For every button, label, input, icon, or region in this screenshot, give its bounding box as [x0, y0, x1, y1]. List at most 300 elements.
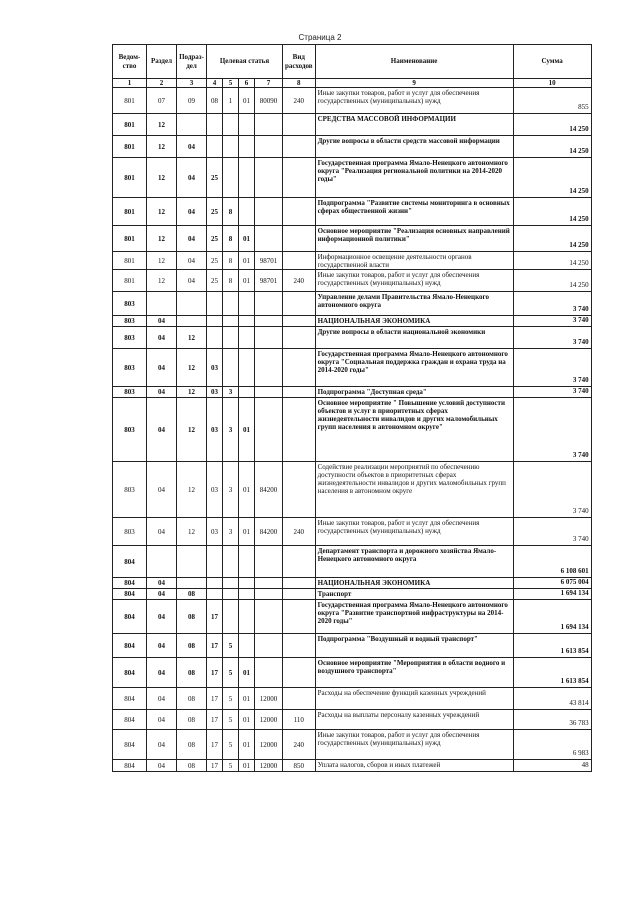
cell-direction: 12000: [255, 730, 283, 760]
table-body: [113, 88, 592, 772]
col-number: 5: [223, 79, 239, 88]
cell-podrazdel: 04: [177, 226, 207, 252]
cell-ved: 803: [113, 518, 147, 546]
cell-program: 17: [207, 760, 223, 772]
cell-vid: [283, 136, 316, 158]
cell-razdel: 12: [147, 158, 177, 198]
cell-vid: 110: [283, 710, 316, 730]
cell-name: Департамент транспорта и дорожного хозяйства Ямало-Ненецкого автономного округа: [315, 546, 513, 578]
cell-podrazdel: 08: [177, 658, 207, 688]
cell-sum: 3 740: [513, 398, 591, 462]
cell-sum: 6 983: [513, 730, 591, 760]
header-sum: Сумма: [513, 45, 591, 79]
cell-sum: 6 075 004: [513, 578, 591, 589]
cell-name: Основное мероприятие "Реализация основных направлений информационной политики": [315, 226, 513, 252]
cell-event: 01: [239, 462, 255, 518]
cell-vid: [283, 349, 316, 387]
table-row: [113, 198, 592, 226]
cell-razdel: 04: [147, 462, 177, 518]
table-row: [113, 327, 592, 349]
cell-vid: [283, 252, 316, 270]
cell-subprogram: [223, 292, 239, 316]
table-row: [113, 730, 592, 760]
cell-name: Основное мероприятие " Повышение условий доступности объектов и услуг в приоритетных сферах жизнедеятельности инвалидов и других маломобильных групп населения в автономном округе": [315, 398, 513, 462]
cell-name: Иные закупки товаров, работ и услуг для обеспечения государственных (муниципальных) нужд: [315, 730, 513, 760]
cell-ved: 801: [113, 88, 147, 114]
cell-sum: 1 613 854: [513, 658, 591, 688]
cell-ved: 801: [113, 136, 147, 158]
cell-razdel: 04: [147, 658, 177, 688]
cell-vid: 850: [283, 760, 316, 772]
cell-direction: [255, 349, 283, 387]
cell-event: 01: [239, 226, 255, 252]
col-number: 4: [207, 79, 223, 88]
cell-name: НАЦИОНАЛЬНАЯ ЭКОНОМИКА: [315, 316, 513, 327]
cell-direction: 12000: [255, 688, 283, 710]
table-row: [113, 688, 592, 710]
cell-ved: 804: [113, 658, 147, 688]
cell-event: [239, 198, 255, 226]
table-row: [113, 658, 592, 688]
cell-sum: 3 740: [513, 387, 591, 398]
table-row: [113, 158, 592, 198]
cell-program: 17: [207, 730, 223, 760]
cell-direction: 84200: [255, 462, 283, 518]
cell-name: СРЕДСТВА МАССОВОЙ ИНФОРМАЦИИ: [315, 114, 513, 136]
cell-ved: 804: [113, 760, 147, 772]
cell-event: 01: [239, 398, 255, 462]
col-number: 3: [177, 79, 207, 88]
cell-razdel: 07: [147, 88, 177, 114]
cell-podrazdel: [177, 578, 207, 589]
cell-sum: 6 108 601: [513, 546, 591, 578]
cell-program: [207, 546, 223, 578]
cell-subprogram: 5: [223, 710, 239, 730]
cell-vid: [283, 634, 316, 658]
cell-podrazdel: 12: [177, 387, 207, 398]
cell-event: 01: [239, 252, 255, 270]
cell-vid: [283, 688, 316, 710]
table-row: [113, 518, 592, 546]
cell-program: 25: [207, 270, 223, 292]
cell-program: 03: [207, 462, 223, 518]
cell-vid: [283, 316, 316, 327]
cell-event: 01: [239, 518, 255, 546]
cell-podrazdel: 12: [177, 349, 207, 387]
cell-podrazdel: 12: [177, 398, 207, 462]
header-ved: Ведом-ство: [113, 45, 147, 79]
table-row: [113, 462, 592, 518]
cell-event: [239, 114, 255, 136]
cell-sum: 1 694 134: [513, 589, 591, 600]
cell-program: 25: [207, 158, 223, 198]
cell-vid: 240: [283, 270, 316, 292]
cell-vid: [283, 158, 316, 198]
cell-event: 01: [239, 688, 255, 710]
cell-event: 01: [239, 270, 255, 292]
cell-subprogram: 8: [223, 252, 239, 270]
cell-event: [239, 589, 255, 600]
cell-sum: 14 250: [513, 158, 591, 198]
cell-podrazdel: 04: [177, 158, 207, 198]
cell-name: Государственная программа Ямало-Ненецкого автономного округа "Реализация региональной политики на 2014-2020 годы": [315, 158, 513, 198]
cell-razdel: 04: [147, 634, 177, 658]
cell-subprogram: [223, 600, 239, 634]
cell-podrazdel: [177, 114, 207, 136]
table-row: [113, 136, 592, 158]
col-number: 10: [513, 79, 591, 88]
cell-name: Подпрограмма "Воздушный и водный транспорт": [315, 634, 513, 658]
cell-subprogram: 8: [223, 270, 239, 292]
cell-event: [239, 546, 255, 578]
cell-direction: 80090: [255, 88, 283, 114]
cell-event: [239, 158, 255, 198]
cell-direction: [255, 226, 283, 252]
table-row: [113, 316, 592, 327]
cell-vid: 240: [283, 730, 316, 760]
cell-vid: [283, 292, 316, 316]
cell-vid: [283, 327, 316, 349]
cell-program: [207, 136, 223, 158]
cell-podrazdel: [177, 316, 207, 327]
cell-razdel: 12: [147, 114, 177, 136]
cell-podrazdel: 04: [177, 252, 207, 270]
cell-razdel: 12: [147, 136, 177, 158]
cell-program: 03: [207, 398, 223, 462]
cell-sum: 855: [513, 88, 591, 114]
cell-ved: 801: [113, 114, 147, 136]
cell-name: Управление делами Правительства Ямало-Ненецкого автономного округа: [315, 292, 513, 316]
cell-sum: 3 740: [513, 327, 591, 349]
cell-name: Уплата налогов, сборов и иных платежей: [315, 760, 513, 772]
cell-program: 25: [207, 226, 223, 252]
cell-event: 01: [239, 710, 255, 730]
cell-sum: 14 250: [513, 252, 591, 270]
table-row: [113, 292, 592, 316]
cell-direction: [255, 136, 283, 158]
table-row: [113, 398, 592, 462]
cell-podrazdel: 08: [177, 600, 207, 634]
cell-direction: 98701: [255, 270, 283, 292]
cell-direction: [255, 546, 283, 578]
cell-program: 17: [207, 658, 223, 688]
cell-podrazdel: 12: [177, 462, 207, 518]
cell-vid: [283, 600, 316, 634]
cell-ved: 804: [113, 634, 147, 658]
col-number: 2: [147, 79, 177, 88]
cell-direction: 12000: [255, 710, 283, 730]
cell-podrazdel: 08: [177, 710, 207, 730]
cell-name: Иные закупки товаров, работ и услуг для обеспечения государственных (муниципальных) нужд: [315, 518, 513, 546]
cell-ved: 803: [113, 327, 147, 349]
cell-name: Иные закупки товаров, работ и услуг для обеспечения государственных (муниципальных) нужд: [315, 88, 513, 114]
cell-name: Информационное освещение деятельности органов государственной власти: [315, 252, 513, 270]
cell-podrazdel: 08: [177, 688, 207, 710]
cell-ved: 804: [113, 589, 147, 600]
cell-event: 01: [239, 730, 255, 760]
cell-direction: [255, 589, 283, 600]
cell-razdel: 04: [147, 398, 177, 462]
cell-direction: [255, 316, 283, 327]
table-row: [113, 589, 592, 600]
cell-ved: 803: [113, 316, 147, 327]
cell-name: Подпрограмма "Доступная среда": [315, 387, 513, 398]
cell-program: [207, 292, 223, 316]
cell-sum: 3 740: [513, 462, 591, 518]
cell-ved: 801: [113, 158, 147, 198]
table-row: [113, 349, 592, 387]
cell-ved: 804: [113, 710, 147, 730]
cell-subprogram: [223, 316, 239, 327]
cell-program: [207, 327, 223, 349]
cell-sum: 3 740: [513, 292, 591, 316]
cell-razdel: 04: [147, 518, 177, 546]
cell-name: Основное мероприятие "Мероприятия в области водного и воздушного транспорта": [315, 658, 513, 688]
cell-name: Другие вопросы в области национальной экономики: [315, 327, 513, 349]
cell-ved: 804: [113, 688, 147, 710]
cell-subprogram: 5: [223, 730, 239, 760]
cell-program: [207, 316, 223, 327]
cell-vid: [283, 462, 316, 518]
cell-program: 03: [207, 518, 223, 546]
cell-subprogram: 5: [223, 658, 239, 688]
cell-subprogram: 5: [223, 688, 239, 710]
cell-razdel: 04: [147, 327, 177, 349]
cell-program: 25: [207, 252, 223, 270]
cell-ved: 803: [113, 349, 147, 387]
cell-direction: [255, 578, 283, 589]
table-row: [113, 226, 592, 252]
cell-podrazdel: [177, 546, 207, 578]
cell-podrazdel: 08: [177, 730, 207, 760]
cell-event: [239, 292, 255, 316]
cell-subprogram: 8: [223, 198, 239, 226]
cell-event: [239, 316, 255, 327]
cell-sum: 14 250: [513, 136, 591, 158]
cell-sum: 14 250: [513, 270, 591, 292]
cell-program: 08: [207, 88, 223, 114]
cell-ved: 801: [113, 198, 147, 226]
cell-podrazdel: 04: [177, 136, 207, 158]
cell-vid: [283, 398, 316, 462]
cell-vid: [283, 658, 316, 688]
col-number: 9: [315, 79, 513, 88]
cell-name: Государственная программа Ямало-Ненецкого автономного округа "Развитие транспортной инфраструктуры на 2014-2020 годы": [315, 600, 513, 634]
cell-name: Государственная программа Ямало-Ненецкого автономного округа "Социальная поддержка граждан и охрана труда на 2014-2020 годы": [315, 349, 513, 387]
cell-event: [239, 578, 255, 589]
cell-event: [239, 634, 255, 658]
cell-razdel: 04: [147, 349, 177, 387]
cell-subprogram: 3: [223, 518, 239, 546]
cell-vid: 240: [283, 88, 316, 114]
cell-direction: [255, 398, 283, 462]
cell-sum: 1 613 854: [513, 634, 591, 658]
cell-sum: 36 783: [513, 710, 591, 730]
cell-ved: 803: [113, 292, 147, 316]
cell-subprogram: [223, 114, 239, 136]
cell-event: 01: [239, 658, 255, 688]
cell-razdel: 04: [147, 589, 177, 600]
cell-name: Подпрограмма "Развитие системы мониторинга в основных сферах общественной жизни": [315, 198, 513, 226]
header-row: [113, 45, 592, 79]
cell-subprogram: [223, 136, 239, 158]
cell-razdel: 04: [147, 688, 177, 710]
col-number: 6: [239, 79, 255, 88]
col-number: 7: [255, 79, 283, 88]
cell-event: [239, 327, 255, 349]
cell-event: [239, 136, 255, 158]
cell-subprogram: 1: [223, 88, 239, 114]
cell-event: 01: [239, 88, 255, 114]
column-number-row: [113, 79, 592, 88]
cell-razdel: [147, 546, 177, 578]
cell-vid: [283, 114, 316, 136]
cell-subprogram: 5: [223, 760, 239, 772]
cell-vid: [283, 589, 316, 600]
cell-podrazdel: 09: [177, 88, 207, 114]
cell-direction: 98701: [255, 252, 283, 270]
cell-razdel: 12: [147, 198, 177, 226]
cell-direction: [255, 158, 283, 198]
cell-sum: 48: [513, 760, 591, 772]
cell-program: [207, 589, 223, 600]
cell-razdel: 12: [147, 226, 177, 252]
cell-podrazdel: 08: [177, 760, 207, 772]
cell-direction: [255, 327, 283, 349]
header-celevaya: Целевая статья: [207, 45, 283, 79]
cell-subprogram: [223, 327, 239, 349]
cell-direction: [255, 387, 283, 398]
cell-sum: 14 250: [513, 114, 591, 136]
cell-name: Другие вопросы в области средств массовой информации: [315, 136, 513, 158]
cell-subprogram: [223, 349, 239, 387]
cell-razdel: 04: [147, 760, 177, 772]
cell-direction: [255, 658, 283, 688]
cell-razdel: 12: [147, 252, 177, 270]
cell-subprogram: 3: [223, 398, 239, 462]
cell-ved: 804: [113, 546, 147, 578]
cell-razdel: 04: [147, 387, 177, 398]
cell-ved: 801: [113, 252, 147, 270]
cell-program: [207, 578, 223, 589]
cell-razdel: 04: [147, 316, 177, 327]
cell-subprogram: 8: [223, 226, 239, 252]
cell-vid: [283, 546, 316, 578]
cell-program: 17: [207, 688, 223, 710]
cell-ved: 801: [113, 270, 147, 292]
cell-name: Расходы на обеспечение функций казенных учреждений: [315, 688, 513, 710]
cell-subprogram: 5: [223, 634, 239, 658]
table-row: [113, 600, 592, 634]
cell-program: [207, 114, 223, 136]
cell-razdel: [147, 292, 177, 316]
cell-ved: 801: [113, 226, 147, 252]
header-name: Наименование: [315, 45, 513, 79]
cell-vid: [283, 387, 316, 398]
table-row: [113, 387, 592, 398]
cell-program: 17: [207, 634, 223, 658]
cell-podrazdel: 08: [177, 634, 207, 658]
cell-podrazdel: [177, 292, 207, 316]
cell-name: НАЦИОНАЛЬНАЯ ЭКОНОМИКА: [315, 578, 513, 589]
cell-name: Иные закупки товаров, работ и услуг для обеспечения государственных (муниципальных) нужд: [315, 270, 513, 292]
cell-razdel: 04: [147, 730, 177, 760]
cell-razdel: 04: [147, 710, 177, 730]
cell-program: 03: [207, 349, 223, 387]
cell-direction: [255, 198, 283, 226]
cell-razdel: 04: [147, 578, 177, 589]
cell-sum: 1 694 134: [513, 600, 591, 634]
col-number: 8: [283, 79, 316, 88]
header-razdel: Раздел: [147, 45, 177, 79]
table-row: [113, 88, 592, 114]
cell-direction: 84200: [255, 518, 283, 546]
cell-sum: 43 814: [513, 688, 591, 710]
cell-subprogram: [223, 158, 239, 198]
cell-event: [239, 387, 255, 398]
cell-program: 17: [207, 600, 223, 634]
cell-subprogram: [223, 589, 239, 600]
cell-ved: 804: [113, 730, 147, 760]
table-row: [113, 114, 592, 136]
table-row: [113, 546, 592, 578]
page-label: Страница 2: [298, 33, 342, 42]
cell-sum: 3 740: [513, 518, 591, 546]
table-row: [113, 252, 592, 270]
cell-podrazdel: 12: [177, 518, 207, 546]
cell-name: Транспорт: [315, 589, 513, 600]
header-podrazdel: Подраз-дел: [177, 45, 207, 79]
col-number: 1: [113, 79, 147, 88]
cell-direction: 12000: [255, 760, 283, 772]
cell-subprogram: 3: [223, 462, 239, 518]
table-row: [113, 270, 592, 292]
cell-ved: 804: [113, 600, 147, 634]
cell-podrazdel: 08: [177, 589, 207, 600]
cell-event: 01: [239, 760, 255, 772]
cell-ved: 803: [113, 387, 147, 398]
cell-vid: [283, 198, 316, 226]
cell-vid: [283, 226, 316, 252]
cell-sum: 14 250: [513, 198, 591, 226]
cell-ved: 803: [113, 462, 147, 518]
cell-podrazdel: 12: [177, 327, 207, 349]
cell-subprogram: [223, 546, 239, 578]
table-row: [113, 710, 592, 730]
cell-vid: 240: [283, 518, 316, 546]
cell-program: 17: [207, 710, 223, 730]
cell-program: 03: [207, 387, 223, 398]
cell-direction: [255, 292, 283, 316]
cell-sum: 14 250: [513, 226, 591, 252]
cell-direction: [255, 114, 283, 136]
header-vid: Вид расходов: [283, 45, 316, 79]
table-row: [113, 634, 592, 658]
budget-table: [112, 44, 592, 772]
cell-name: Содействие реализации мероприятий по обеспечению доступности объектов в приоритетных сферах жизнедеятельности инвалидов и других маломобильных групп населения в автономном округе: [315, 462, 513, 518]
cell-name: Расходы на выплаты персоналу казенных учреждений: [315, 710, 513, 730]
cell-subprogram: 3: [223, 387, 239, 398]
cell-direction: [255, 634, 283, 658]
table-row: [113, 760, 592, 772]
cell-sum: 3 740: [513, 316, 591, 327]
cell-ved: 803: [113, 398, 147, 462]
cell-program: 25: [207, 198, 223, 226]
cell-podrazdel: 04: [177, 198, 207, 226]
cell-event: [239, 349, 255, 387]
cell-razdel: 04: [147, 600, 177, 634]
table-row: [113, 578, 592, 589]
